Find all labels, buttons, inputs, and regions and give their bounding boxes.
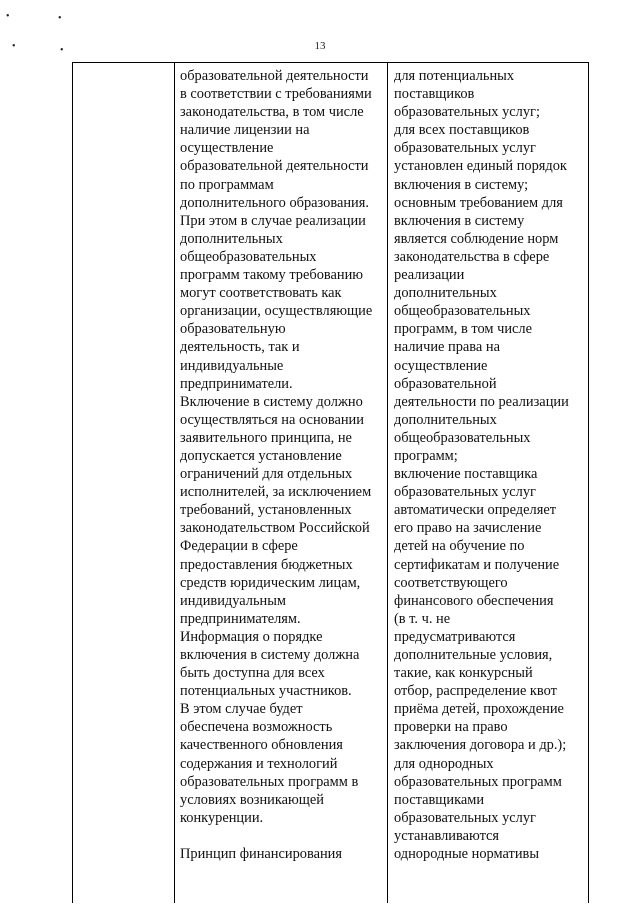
text-line: конкуренции. — [180, 809, 264, 826]
column-divider — [174, 63, 175, 903]
text-line: установлен единый порядок — [394, 158, 567, 175]
text-line: образовательных услуг — [394, 484, 536, 501]
text-line: исполнителей, за исключением — [180, 484, 372, 501]
text-line: реализации — [394, 267, 465, 284]
text-line: предпринимателям. — [180, 610, 301, 627]
text-line: Принцип финансирования — [180, 846, 342, 863]
text-line: деятельности по реализации — [394, 393, 569, 410]
text-line: обеспечена возможность — [180, 719, 333, 736]
text-line: осуществление — [394, 357, 488, 374]
text-line: образовательную — [180, 321, 286, 338]
text-line: сертификатам и получение — [394, 556, 560, 573]
text-line: средств юридическим лицам, — [180, 574, 361, 591]
text-line: в соответствии с требованиями — [180, 86, 372, 103]
text-line: образовательной деятельности — [180, 68, 369, 84]
margin-mark: • — [6, 11, 10, 22]
right-column-text — [394, 67, 569, 863]
text-line: дополнительных — [394, 411, 497, 428]
text-line: является соблюдение норм — [394, 230, 559, 247]
margin-mark: • — [58, 13, 62, 24]
text-line: программ; — [394, 447, 458, 464]
text-line: включения в систему должна — [180, 647, 360, 663]
text-line: включение поставщика — [394, 466, 538, 483]
text-line: образовательных программ — [394, 773, 562, 790]
text-line: заключения договора и др.); — [394, 737, 567, 754]
text-line: образовательной деятельности — [180, 158, 369, 175]
text-line: однородные нормативы — [394, 846, 540, 863]
text-line: образовательных услуг; — [394, 104, 540, 121]
text-line: для однородных — [394, 755, 494, 772]
text-line: допускается установление — [180, 447, 342, 464]
text-line: его право на зачисление — [394, 520, 542, 537]
text-line: ограничений для отдельных — [180, 466, 353, 483]
page-number: 13 — [314, 40, 326, 52]
text-line: образовательных услуг — [394, 809, 536, 826]
text-line — [180, 827, 372, 845]
text-line: программ, в том числе — [394, 321, 532, 338]
text-line: (в т. ч. не — [394, 610, 451, 627]
text-line: финансового обеспечения — [394, 592, 554, 609]
text-line: быть доступна для всех — [180, 665, 325, 682]
text-line: наличие права на — [394, 339, 500, 356]
text-line: заявительного принципа, не — [180, 429, 352, 446]
document-table — [72, 62, 589, 903]
text-line: условиях возникающей — [180, 791, 324, 808]
text-line: для потенциальных — [394, 68, 515, 84]
text-line: проверки на право — [394, 719, 508, 736]
text-line: отбор, распределение квот — [394, 683, 557, 700]
text-line: образовательных услуг — [394, 140, 536, 157]
text-line: законодательства, в том числе — [180, 104, 364, 121]
text-line: требований, установленных — [180, 502, 352, 519]
text-line: наличие лицензии на — [180, 122, 310, 139]
text-line: образовательных программ в — [180, 773, 359, 790]
column-divider — [387, 63, 388, 903]
text-line: образовательной — [394, 375, 497, 392]
text-line: законодательством Российской — [180, 520, 370, 537]
text-line: При этом в случае реализации — [180, 212, 366, 229]
middle-column-text — [180, 67, 372, 863]
text-line: приёма детей, прохождение — [394, 701, 564, 718]
text-line: осуществляться на основании — [180, 411, 364, 428]
text-line: соответствующего — [394, 574, 508, 591]
text-line: могут соответствовать как — [180, 285, 342, 302]
margin-mark: • — [60, 45, 64, 56]
text-line: Федерации в сфере — [180, 538, 298, 555]
text-line: качественного обновления — [180, 737, 343, 754]
text-line: программ такому требованию — [180, 267, 364, 284]
text-line: законодательства в сфере — [394, 248, 550, 265]
text-line: по программам — [180, 176, 274, 193]
text-line: индивидуальные — [180, 357, 284, 374]
text-line: устанавливаются — [394, 827, 500, 844]
text-line: дополнительных — [394, 285, 497, 302]
text-line: для всех поставщиков — [394, 122, 530, 139]
text-line: предусматриваются — [394, 628, 516, 645]
text-line: поставщиками — [394, 791, 485, 808]
text-line: поставщиков — [394, 86, 475, 103]
text-line: деятельность, так и — [180, 339, 300, 356]
text-line: включения в систему — [394, 212, 525, 229]
text-line: индивидуальным — [180, 592, 286, 609]
text-line: В этом случае будет — [180, 701, 303, 718]
text-line: общеобразовательных — [394, 303, 531, 320]
text-line: основным требованием для — [394, 194, 563, 211]
text-line: дополнительного образования. — [180, 194, 369, 211]
text-line: Информация о порядке — [180, 628, 323, 645]
text-line: Включение в систему должно — [180, 393, 363, 410]
text-line: предоставления бюджетных — [180, 556, 353, 573]
text-line: общеобразовательных — [394, 429, 531, 446]
text-line: дополнительных — [180, 230, 283, 247]
text-line: автоматически определяет — [394, 502, 556, 519]
text-line: потенциальных участников. — [180, 683, 352, 700]
text-line: организации, осуществляющие — [180, 303, 373, 320]
text-line: включения в систему; — [394, 176, 529, 193]
text-line: содержания и технологий — [180, 755, 338, 772]
text-line: детей на обучение по — [394, 538, 525, 555]
text-line: такие, как конкурсный — [394, 665, 533, 682]
text-line: предприниматели. — [180, 375, 293, 392]
text-line: общеобразовательных — [180, 248, 317, 265]
text-line: дополнительные условия, — [394, 647, 553, 663]
text-line: осуществление — [180, 140, 274, 157]
margin-mark: • — [12, 41, 16, 52]
